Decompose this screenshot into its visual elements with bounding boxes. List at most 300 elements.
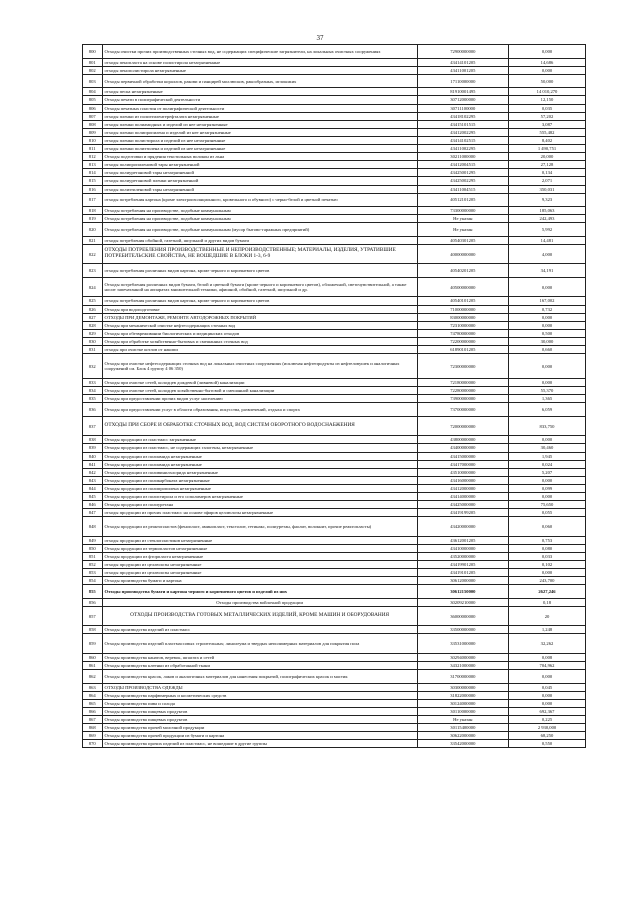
amount-cell: 0,000	[509, 569, 586, 577]
waste-name-cell: Отходы при механической очистке нефтесодержащих сточных вод	[102, 321, 417, 329]
amount-cell: 75,650	[509, 501, 586, 509]
waste-name-cell: Отходы производства пищевых продуктов	[102, 707, 417, 715]
waste-name-cell: отходы продукции из целлюлозы незагрязненные	[102, 560, 417, 568]
fkko-code-cell: 34321000000	[417, 661, 508, 669]
table-row	[83, 264, 586, 278]
row-number-cell: 845	[83, 493, 103, 501]
row-number-cell: 859	[83, 634, 103, 653]
row-number-cell: 807	[83, 112, 103, 120]
table-row	[83, 468, 586, 476]
waste-name-text: Отходы производства красок, лаков и аналогичных материалов для нанесения покрытий, полиграфических красок и мастик	[104, 673, 348, 679]
waste-name-cell: отходы полипропиленовой тары незагрязненной	[102, 161, 417, 169]
table-row	[83, 691, 586, 699]
row-number-cell: 844	[83, 484, 103, 492]
row-number-cell: 863	[83, 683, 103, 691]
table-row	[83, 321, 586, 329]
table-row	[83, 403, 586, 417]
waste-name-cell: отходы пленки полиэтилена и изделий из нее незагрязненные	[102, 145, 417, 153]
fkko-code-cell: 30612150000	[417, 585, 508, 599]
waste-name-cell: Отходы продукции из пластмасс, не содержащих галогены, незагрязненные	[102, 444, 417, 452]
row-number-cell: 803	[83, 74, 103, 88]
waste-name-cell: отходы пленки полипропилена и изделий из нее незагрязненные	[102, 128, 417, 136]
fkko-code-cell: Не указан	[417, 223, 508, 237]
amount-cell: 14,686	[509, 58, 586, 66]
row-number-cell: 815	[83, 177, 103, 185]
table-row	[83, 177, 586, 185]
amount-cell: 0,134	[509, 169, 586, 177]
waste-name-cell: Отходы печатных пластин от полиграфической деятельности	[102, 104, 417, 112]
waste-name-cell: отходы при очистке котлов от накипи	[102, 346, 417, 354]
table-row	[83, 329, 586, 337]
row-number-cell: 834	[83, 387, 103, 395]
table-row	[83, 313, 586, 321]
table-row	[83, 569, 586, 577]
table-row	[83, 207, 586, 215]
amount-cell: 12,150	[509, 96, 586, 104]
row-number-cell: 812	[83, 153, 103, 161]
table-row	[83, 161, 586, 169]
row-number-cell: 848	[83, 517, 103, 536]
amount-cell: 4,000	[509, 245, 586, 264]
waste-name-cell: Отходы продукции из полипропилена незагрязненные	[102, 484, 417, 492]
row-number-cell: 870	[83, 740, 103, 748]
fkko-code-cell: 73300000000	[417, 207, 508, 215]
amount-cell: 0,225	[509, 715, 586, 723]
table-row	[83, 544, 586, 552]
row-number-cell: 820	[83, 223, 103, 237]
waste-name-cell	[102, 278, 417, 297]
amount-cell: 0,024	[509, 460, 586, 468]
fkko-code-cell: 43425000000	[417, 501, 508, 509]
row-number-cell: 813	[83, 161, 103, 169]
amount-cell: 704,962	[509, 661, 586, 669]
row-number-cell: 801	[83, 58, 103, 66]
waste-name-cell: отходы потребления обойной, газетной, шпульной и других видов бумаги	[102, 236, 417, 244]
table-row	[83, 305, 586, 313]
amount-cell: 0,000	[509, 321, 586, 329]
waste-name-cell: Отходы продукции из поликарбоната незагрязненные	[102, 476, 417, 484]
waste-name-text: Отходы очистки прочих производственных сточных вод, не содержащих специфические загрязнители, на локальных очистных сооружениях	[104, 48, 381, 54]
amount-cell: 0,102	[509, 560, 586, 568]
row-number-cell: 849	[83, 536, 103, 544]
amount-cell: 0,045	[509, 683, 586, 691]
fkko-code-cell: 36000000000	[417, 606, 508, 625]
amount-cell: 0,000	[509, 670, 586, 684]
fkko-code-cell: 61890101205	[417, 346, 508, 354]
waste-name-cell: Отходы производства клеенки из обработанной ткани	[102, 661, 417, 669]
row-number-cell: 839	[83, 444, 103, 452]
amount-cell: 0,000	[509, 493, 586, 501]
table-row	[83, 193, 586, 207]
fkko-code-cell: Не указан	[417, 715, 508, 723]
waste-name-text: ОТХОДЫ ПРИ СБОРЕ И ОБРАБОТКЕ СТОЧНЫХ ВОД, ВОД СИСТЕМ ОБОРОТНОГО ВОДОСНАБЖЕНИЯ	[104, 422, 355, 429]
table-row	[83, 560, 586, 568]
amount-cell: 3,087	[509, 120, 586, 128]
waste-name-cell: Отходы потребления на производстве, подобные коммунальным	[102, 207, 417, 215]
waste-name-cell: Отходы продукции из поливинилхлорида незагрязненные	[102, 468, 417, 476]
row-number-cell: 867	[83, 715, 103, 723]
row-number-cell: 809	[83, 128, 103, 136]
table-row	[83, 278, 586, 297]
waste-name-text: Отходы при предоставлении услуг в области образования, искусства, развлечений, отдыха и спорта	[104, 407, 300, 413]
amount-cell: 9,323	[509, 193, 586, 207]
table-row	[83, 683, 586, 691]
waste-name-cell: отходы песка незагрязненные	[102, 88, 417, 96]
fkko-code-cell: 43415101515	[417, 120, 508, 128]
table-row	[83, 436, 586, 444]
amount-cell: 0,18	[509, 598, 586, 606]
fkko-code-cell: 72310000000	[417, 321, 508, 329]
row-number-cell: 823	[83, 264, 103, 278]
amount-cell: 0,000	[509, 699, 586, 707]
waste-name-text: Отходы потребления на производстве, подобные коммунальным (мусор бытово-гаражных предприятий)	[104, 227, 310, 233]
table-row	[83, 416, 586, 435]
table-row	[83, 598, 586, 606]
waste-name-cell: отходы продукции из целлюлозы незагрязненные	[102, 569, 417, 577]
fkko-code-cell: 43419101205	[417, 569, 508, 577]
waste-name-cell: Отходы производства прочей продукции из бумаги и картона	[102, 732, 417, 740]
waste-name-cell: Отходы продукции из полиамида незагрязненные	[102, 460, 417, 468]
table-row	[83, 452, 586, 460]
waste-name-cell: Отходы продукции из полиамида незагрязненные	[102, 452, 417, 460]
row-number-cell: 846	[83, 501, 103, 509]
row-number-cell: 817	[83, 193, 103, 207]
row-number-cell: 819	[83, 215, 103, 223]
row-number-cell: 860	[83, 653, 103, 661]
fkko-code-cell: 30712000000	[417, 96, 508, 104]
row-number-cell: 852	[83, 560, 103, 568]
table-row	[83, 577, 586, 585]
amount-cell: 833,750	[509, 416, 586, 435]
amount-cell: 0,753	[509, 536, 586, 544]
fkko-code-cell: 43417000000	[417, 460, 508, 468]
row-number-cell: 842	[83, 468, 103, 476]
waste-name-cell	[102, 634, 417, 653]
waste-name-cell	[102, 416, 417, 435]
amount-cell: 0,000	[509, 354, 586, 379]
fkko-code-cell: 30124000000	[417, 699, 508, 707]
waste-name-cell: Отходы производства прочей молочной продукции	[102, 724, 417, 732]
row-number-cell: 866	[83, 707, 103, 715]
fkko-code-cell: 43612001205	[417, 536, 508, 544]
table-row	[83, 104, 586, 112]
waste-name-cell: Отходы производства пива и солода	[102, 699, 417, 707]
waste-name-cell	[102, 585, 417, 599]
waste-name-text: Отходы производства изделий пластмассовых строительных; линолеума и твердых неполимерных материалов для покрытия пола	[104, 641, 360, 647]
fkko-code-cell: 43419901205	[417, 560, 508, 568]
table-row	[83, 493, 586, 501]
fkko-code-cell: 43411001205	[417, 66, 508, 74]
amount-cell: 30,000	[509, 337, 586, 345]
waste-name-cell: отходы пленки полиамидных и изделий из нее незагрязненные	[102, 120, 417, 128]
amount-cell: 0,060	[509, 517, 586, 536]
table-row	[83, 337, 586, 345]
fkko-code-cell: 43414000000	[417, 493, 508, 501]
fkko-code-cell: 30612000000	[417, 577, 508, 585]
fkko-code-cell: Не указан	[417, 215, 508, 223]
fkko-code-cell: 43415000000	[417, 452, 508, 460]
table-row	[83, 715, 586, 723]
table-row	[83, 354, 586, 379]
table-row	[83, 136, 586, 144]
amount-cell: 0,000	[509, 436, 586, 444]
fkko-code-cell: 30300000000	[417, 683, 508, 691]
waste-name-cell: ОТХОДЫ ПРИ ДЕМОНТАЖЕ, РЕМОНТЕ АВТОДОРОЖНЫХ ПОКРЫТИЙ	[102, 313, 417, 321]
waste-name-cell: отходы продукции из прочих пластмасс на основе эфиров целлюлозы незагрязненные	[102, 509, 417, 517]
waste-name-cell: отходы потребления различных видов картона, кроме черного и коричневого цветов	[102, 297, 417, 305]
row-number-cell: 808	[83, 120, 103, 128]
fkko-code-cell: 43410000000	[417, 544, 508, 552]
fkko-code-cell: 43414102515	[417, 136, 508, 144]
table-row	[83, 536, 586, 544]
waste-name-cell: отходы пенопласта на основе полистирола незагрязненные	[102, 58, 417, 66]
table-row	[83, 245, 586, 264]
waste-name-cell: Отходы производства бумаги и картона	[102, 577, 417, 585]
table-row	[83, 112, 586, 120]
fkko-code-cell: 17110000000	[417, 74, 508, 88]
table-row	[83, 395, 586, 403]
waste-name-cell: отходы полиуретановой пленки незагрязненной	[102, 177, 417, 185]
table-row	[83, 88, 586, 96]
amount-cell: 692,367	[509, 707, 586, 715]
row-number-cell: 825	[83, 297, 103, 305]
fkko-code-cell: 43419199205	[417, 509, 508, 517]
amount-cell: 243,700	[509, 577, 586, 585]
waste-name-cell: Отходы продукции из фторпласта незагрязненные	[102, 552, 417, 560]
fkko-code-cell: 43411004515	[417, 185, 508, 193]
table-row	[83, 653, 586, 661]
amount-cell: 20	[509, 606, 586, 625]
table-row	[83, 185, 586, 193]
fkko-code-cell: 43425001295	[417, 169, 508, 177]
waste-name-cell: Отходы при водоподготовке	[102, 305, 417, 313]
waste-name-cell	[102, 245, 417, 264]
amount-cell: 14 010,270	[509, 88, 586, 96]
waste-name-cell	[102, 606, 417, 625]
table-row	[83, 169, 586, 177]
table-row	[83, 732, 586, 740]
fkko-code-cell: 43411002295	[417, 145, 508, 153]
amount-cell: 1,945	[509, 452, 586, 460]
amount-cell: 0,080	[509, 544, 586, 552]
table-row	[83, 626, 586, 634]
fkko-code-cell: 43520000000	[417, 552, 508, 560]
row-number-cell: 822	[83, 245, 103, 264]
amount-cell: 0,099	[509, 484, 586, 492]
amount-cell: 27,128	[509, 161, 586, 169]
amount-cell: 0,500	[509, 329, 586, 337]
waste-name-cell: Отходы при обезвреживании биологических и медицинских отходов	[102, 329, 417, 337]
waste-name-cell: Отходы при обработке хозяйственно-бытовых и смешанных сточных вод	[102, 337, 417, 345]
amount-cell: 1,248	[509, 626, 586, 634]
amount-cell: 5,992	[509, 223, 586, 237]
fkko-code-cell: 40000000000	[417, 245, 508, 264]
row-number-cell: 857	[83, 606, 103, 625]
amount-cell: 0,000	[509, 476, 586, 484]
table-row	[83, 517, 586, 536]
amount-cell: 350,031	[509, 185, 586, 193]
row-number-cell: 837	[83, 416, 103, 435]
waste-name-cell	[102, 45, 417, 59]
waste-name-cell: Отходы производства изделий из пластмасс	[102, 626, 417, 634]
amount-cell: 32,262	[509, 634, 586, 653]
waste-name-text: ОТХОДЫ ПОТРЕБЛЕНИЯ ПРОИЗВОДСТВЕННЫЕ И НЕПРОИЗВОДСТВЕННЫЕ; МАТЕРИАЛЫ, ИЗДЕЛИЯ, УТРАТИВШИЕ ПОТРЕБИТЕЛЬСКИЕ СВОЙСТВА, НЕ ВОШЕДШИЕ В БЛОКИ 1-3, 6-9	[104, 247, 396, 260]
row-number-cell: 830	[83, 337, 103, 345]
fkko-code-cell: 30211000000	[417, 153, 508, 161]
fkko-code-cell: 40512101205	[417, 193, 508, 207]
row-number-cell: 806	[83, 104, 103, 112]
row-number-cell: 824	[83, 278, 103, 297]
fkko-code-cell: 31822000000	[417, 691, 508, 699]
amount-cell: 0,055	[509, 509, 586, 517]
table-row	[83, 444, 586, 452]
waste-name-cell: Отходы производства войлочной продукции	[102, 598, 417, 606]
waste-name-text: Отходы первичной обработки кораллов, ракови и панцирей моллюсков, ракообразных, иглокожих	[104, 78, 297, 84]
row-number-cell: 869	[83, 732, 103, 740]
row-number-cell: 868	[83, 724, 103, 732]
amount-cell: 68,250	[509, 732, 586, 740]
waste-name-cell: Отходы продукции из полистирола и его сополимеров незагрязненные	[102, 493, 417, 501]
table-row	[83, 501, 586, 509]
table-row	[83, 58, 586, 66]
amount-cell: 0,000	[509, 45, 586, 59]
amount-cell: 0,000	[509, 278, 586, 297]
waste-name-text: ОТХОДЫ ПРОИЗВОДСТВА ГОТОВЫХ МЕТАЛЛИЧЕСКИХ ИЗДЕЛИЙ, КРОМЕ МАШИН И ОБОРУДОВАНИЯ	[130, 612, 390, 619]
row-number-cell: 836	[83, 403, 103, 417]
table-row	[83, 460, 586, 468]
waste-name-cell	[102, 403, 417, 417]
table-row	[83, 74, 586, 88]
fkko-code-cell: 72280000000	[417, 387, 508, 395]
row-number-cell: 818	[83, 207, 103, 215]
row-number-cell: 800	[83, 45, 103, 59]
fkko-code-cell: 72200000000	[417, 337, 508, 345]
amount-cell: 2 930,000	[509, 724, 586, 732]
row-number-cell: 865	[83, 699, 103, 707]
amount-cell: 0,000	[509, 691, 586, 699]
fkko-code-cell: 83000000000	[417, 313, 508, 321]
waste-name-cell: отходы полиуретановой тары незагрязненной	[102, 169, 417, 177]
table-row	[83, 387, 586, 395]
amount-cell: 6,059	[509, 403, 586, 417]
table-row	[83, 223, 586, 237]
fkko-code-cell: 33531000000	[417, 634, 508, 653]
row-number-cell: 851	[83, 552, 103, 560]
amount-cell: 0,035	[509, 104, 586, 112]
waste-name-cell	[102, 354, 417, 379]
waste-name-cell: Отходы продукции из термопластов незагрязненные	[102, 544, 417, 552]
table-row	[83, 606, 586, 625]
waste-name-cell: ОТХОДЫ ПРОИЗВОДСТВА ОДЕЖДЫ	[102, 683, 417, 691]
row-number-cell: 853	[83, 569, 103, 577]
row-number-cell: 802	[83, 66, 103, 74]
table-row	[83, 585, 586, 599]
row-number-cell: 832	[83, 354, 103, 379]
amount-cell: 2627,246	[509, 585, 586, 599]
waste-name-cell: Отходы при очистке сетей, колодцев хозяйственно-бытовой и смешанной канализации	[102, 387, 417, 395]
waste-name-cell: Отходы подготовки и прядения текстильных волокон из льна	[102, 153, 417, 161]
fkko-code-cell: 43510000000	[417, 468, 508, 476]
amount-cell: 167,002	[509, 297, 586, 305]
waste-name-text: Отходы потребления различных видов бумаги, белой и цветной бумаги (кроме черного и коричневого цветов), обложечной, светочувствительной, а также носит запечатанной на аппаратах множительной техники, афишной, обойной, газетной, шпульной и др.	[104, 282, 407, 293]
page-number: 37	[316, 34, 324, 42]
fkko-code-cell: 72900000000	[417, 45, 508, 59]
table-row	[83, 128, 586, 136]
waste-name-cell: Отходы потребления на производстве, подобные коммунальным	[102, 215, 417, 223]
row-number-cell: 861	[83, 661, 103, 669]
waste-name-cell: Отходы продукции из полиуретана	[102, 501, 417, 509]
row-number-cell: 804	[83, 88, 103, 96]
waste-name-cell: Отходы производства парфюмерных и косметических средств	[102, 691, 417, 699]
fkko-code-cell: 30294000000	[417, 653, 508, 661]
amount-cell: 2,071	[509, 177, 586, 185]
row-number-cell: 847	[83, 509, 103, 517]
row-number-cell: 838	[83, 436, 103, 444]
fkko-code-cell: 43412000000	[417, 484, 508, 492]
row-number-cell: 814	[83, 169, 103, 177]
waste-name-cell	[102, 670, 417, 684]
amount-cell: 50,000	[509, 74, 586, 88]
row-number-cell: 855	[83, 585, 103, 599]
waste-name-cell: отходы продукции из стеклопластиков незагрязненные	[102, 536, 417, 544]
fkko-code-cell: 40500000000	[417, 278, 508, 297]
waste-name-text: отходы потребления картона (кроме электроизоляционного, кровельного и обувного) с черно-белой и цветной печатью	[104, 197, 338, 203]
fkko-code-cell: 43416000000	[417, 476, 508, 484]
table-row	[83, 476, 586, 484]
amount-cell: 0,660	[509, 346, 586, 354]
row-number-cell: 805	[83, 96, 103, 104]
waste-name-cell: отходы пленки из полиэтилентерефталата незагрязненные	[102, 112, 417, 120]
amount-cell: 34,191	[509, 264, 586, 278]
fkko-code-cell: 43412004515	[417, 161, 508, 169]
table-row	[83, 145, 586, 153]
table-row	[83, 215, 586, 223]
waste-name-cell: Отходы продукции из пластмасс загрязненные	[102, 436, 417, 444]
fkko-code-cell: 30115400000	[417, 724, 508, 732]
table-row	[83, 670, 586, 684]
waste-table-body	[83, 45, 586, 748]
amount-cell: 0,000	[509, 379, 586, 387]
fkko-code-cell: 31700000000	[417, 670, 508, 684]
fkko-code-cell: 43414101205	[417, 58, 508, 66]
waste-name-cell: Отходы при очистке сетей, колодцев дождевой (ливневой) канализации	[102, 379, 417, 387]
row-number-cell: 854	[83, 577, 103, 585]
table-row	[83, 346, 586, 354]
row-number-cell: 858	[83, 626, 103, 634]
fkko-code-cell: 43420000000	[417, 517, 508, 536]
fkko-code-cell: 30209210000	[417, 598, 508, 606]
waste-name-cell: отходы пленки полистирола и изделий из нее незагрязненные	[102, 136, 417, 144]
row-number-cell: 862	[83, 670, 103, 684]
waste-name-text: Отходы производства бумаги и картона черного и коричневого цветов и изделий из них	[104, 589, 288, 594]
row-number-cell: 811	[83, 145, 103, 153]
fkko-code-cell: 73900000000	[417, 395, 508, 403]
amount-cell: 242,493	[509, 215, 586, 223]
fkko-code-cell: 71000000000	[417, 305, 508, 313]
waste-name-cell: Отходы при предоставлении прочих видов услуг населению	[102, 395, 417, 403]
fkko-code-cell: 40540301205	[417, 236, 508, 244]
waste-name-text: Отходы продукции из реактопластов (фенопласт, аминопласт, текстолит, гетинакс, полиуретан, фаолит, волокнит, прочие реактопласты)	[104, 523, 372, 529]
fkko-code-cell: 40540201205	[417, 264, 508, 278]
fkko-code-cell: 72000000000	[417, 416, 508, 435]
fkko-code-cell: 43425002295	[417, 177, 508, 185]
table-row	[83, 740, 586, 748]
amount-cell: 0,008	[509, 653, 586, 661]
waste-name-cell	[102, 193, 417, 207]
table-row	[83, 236, 586, 244]
fkko-code-cell: 30622000000	[417, 732, 508, 740]
table-row	[83, 634, 586, 653]
